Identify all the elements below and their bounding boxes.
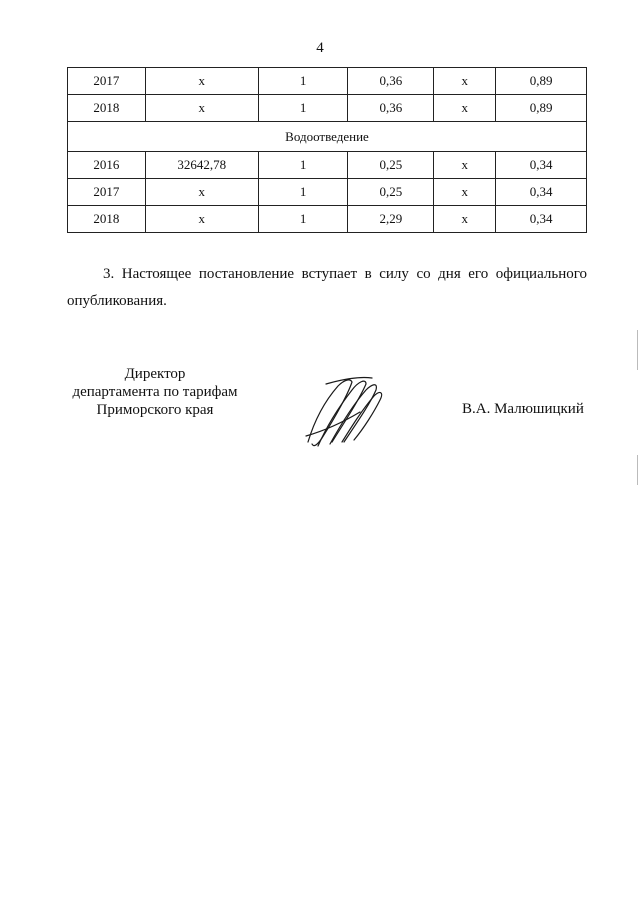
table-cell: x — [145, 179, 258, 206]
table-cell: x — [145, 68, 258, 95]
table-cell: 0,25 — [348, 152, 434, 179]
table-row — [68, 206, 587, 233]
table-cell: x — [145, 95, 258, 122]
table-cell: 0,34 — [496, 152, 587, 179]
table-cell: 2016 — [68, 152, 146, 179]
page-number: 4 — [316, 40, 324, 56]
table-cell: x — [145, 206, 258, 233]
table-cell: 1 — [258, 179, 348, 206]
table-cell: 1 — [258, 95, 348, 122]
table-row — [68, 68, 587, 95]
signatory-title-line: Директор — [124, 366, 186, 382]
table-cell: x — [434, 206, 496, 233]
paragraph-line-2: опубликования. — [67, 293, 167, 309]
table-section-label: Водоотведение — [68, 122, 587, 152]
effective-date-paragraph — [67, 261, 587, 315]
table-cell: x — [434, 152, 496, 179]
table-cell: 0,34 — [496, 206, 587, 233]
table-cell: 0,89 — [496, 68, 587, 95]
table-cell: 1 — [258, 152, 348, 179]
table-cell: 0,36 — [348, 68, 434, 95]
handwritten-signature — [300, 372, 390, 452]
signatory-title-line: департамента по тарифам — [72, 384, 238, 400]
table-cell: x — [434, 95, 496, 122]
table-row — [68, 152, 587, 179]
table-cell: 2017 — [68, 68, 146, 95]
margin-scan-line — [637, 330, 638, 370]
table-cell: x — [434, 68, 496, 95]
table-cell: 2018 — [68, 95, 146, 122]
table-cell: 0,36 — [348, 95, 434, 122]
table-section-row — [68, 122, 587, 152]
table-cell: x — [434, 179, 496, 206]
signatory-title-line: Приморского края — [96, 402, 214, 418]
table-cell: 0,89 — [496, 95, 587, 122]
paragraph-line-1: 3. Настоящее постановление вступает в силу со дня его официального — [103, 266, 587, 282]
table-cell: 2017 — [68, 179, 146, 206]
table-cell: 1 — [258, 206, 348, 233]
signatory-name: В.А. Малюшицкий — [462, 401, 584, 417]
tariff-table — [67, 67, 587, 233]
signatory-title — [60, 365, 250, 419]
table-row — [68, 179, 587, 206]
table-row — [68, 95, 587, 122]
table-cell: 0,34 — [496, 179, 587, 206]
margin-scan-line — [637, 455, 638, 485]
tariff-table-body — [68, 68, 587, 233]
table-cell: 32642,78 — [145, 152, 258, 179]
table-cell: 2018 — [68, 206, 146, 233]
table-cell: 2,29 — [348, 206, 434, 233]
table-cell: 0,25 — [348, 179, 434, 206]
table-cell: 1 — [258, 68, 348, 95]
